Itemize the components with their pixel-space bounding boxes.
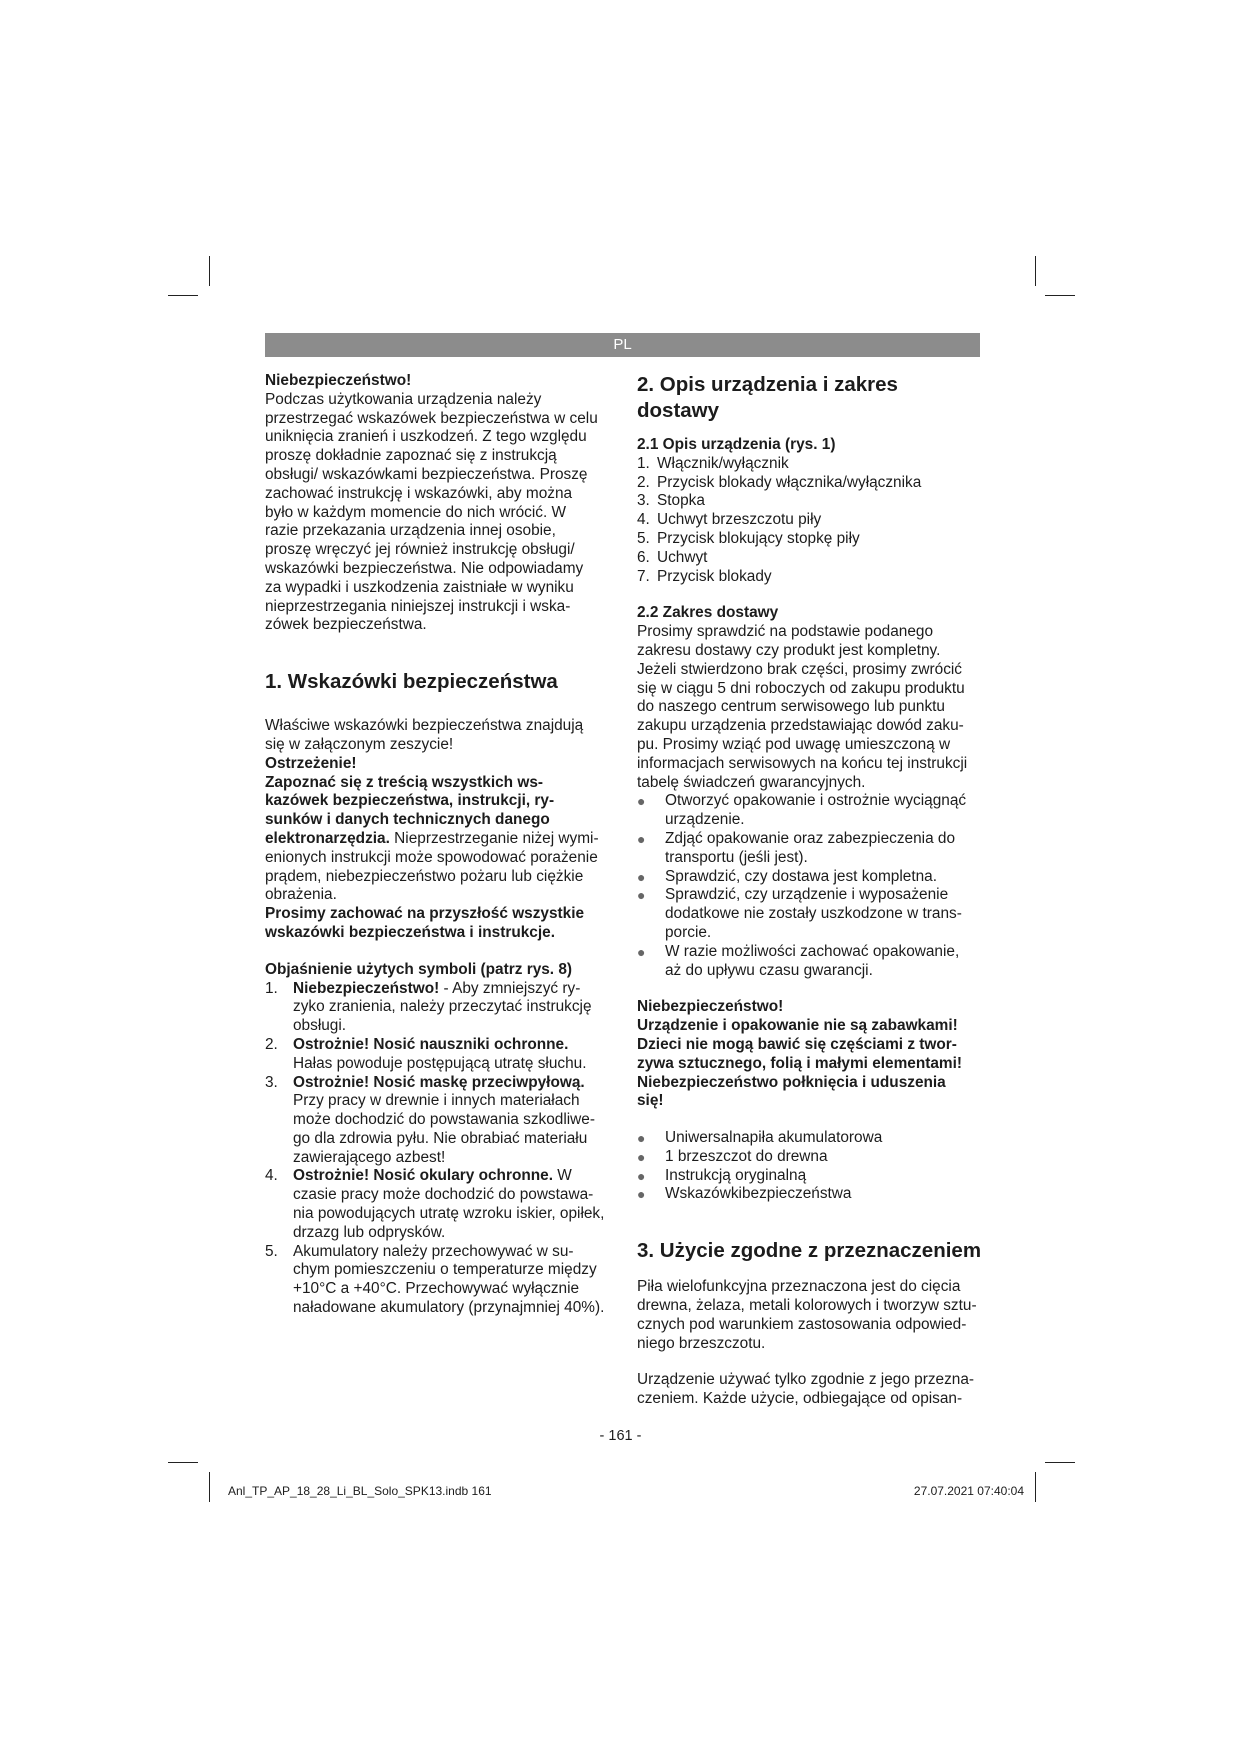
- crop-mark: [209, 256, 210, 286]
- text-line: zywa sztucznego, folią i małymi elementami!: [637, 1054, 963, 1072]
- list-number: 1.: [637, 454, 650, 472]
- text-run: 1 brzeszczot do drewna: [665, 1147, 828, 1165]
- language-header-band: [265, 333, 980, 357]
- text-run: naładowane akumulatory (przynajmniej 40%).: [293, 1299, 605, 1317]
- parts-list: [637, 455, 982, 587]
- text-run: Otworzyć opakowanie i ostrożnie wyciągnąć: [665, 792, 967, 810]
- subsection-2-2-heading: 2.2 Zakres dostawy: [637, 604, 779, 622]
- text-line: zakupu urządzenia przedstawiając dowód zaku-: [637, 717, 964, 735]
- text-line: uniknięcia zranień i uszkodzeń. Z tego względu: [265, 428, 587, 446]
- list-number: 5.: [637, 529, 650, 547]
- text-run: Zdjąć opakowanie oraz zabezpieczenia do: [665, 829, 956, 847]
- text-line: nieprzestrzegania niniejszej instrukcji i wska-: [265, 597, 571, 615]
- list-item: [637, 886, 982, 942]
- text-line: tabelę świadczeń gwarancyjnych.: [637, 773, 866, 791]
- text-bold-run: elektronarzędzia.: [265, 829, 390, 847]
- crop-mark: [1035, 1472, 1036, 1502]
- list-item: [637, 492, 982, 511]
- text-run: transportu (jeśli jest).: [665, 848, 808, 866]
- list-item: [637, 455, 982, 474]
- print-file-name: Anl_TP_AP_18_28_Li_BL_Solo_SPK13.indb 161: [228, 1484, 492, 1498]
- text-line: obsługi/ wskazówkami bezpieczeństwa. Proszę: [265, 465, 588, 483]
- text-line: wskazówki bezpieczeństwa. Nie odpowiadamy: [265, 559, 584, 577]
- part-label: Włącznik/wyłącznik: [657, 454, 789, 472]
- list-item: [265, 1243, 615, 1318]
- text-line: do naszego centrum serwisowego lub punktu: [637, 698, 945, 716]
- text-line: zakresu dostawy czy produkt jest kompletny.: [637, 641, 941, 659]
- text-run: Akumulatory należy przechowywać w su-: [293, 1242, 574, 1260]
- list-item: [637, 1185, 982, 1204]
- text-line: Urządzenie i opakowanie nie są zabawkami!: [637, 1017, 958, 1035]
- list-item: [637, 830, 982, 868]
- text-line: wskazówki bezpieczeństwa i instrukcje.: [265, 923, 555, 941]
- text-run: czasie pracy może dochodzić do powstawa-: [293, 1186, 594, 1204]
- list-number: 6.: [637, 548, 650, 566]
- keep-instructions-note: [265, 905, 615, 943]
- list-item: [265, 1036, 615, 1074]
- list-item: [637, 1148, 982, 1167]
- text-run: zawierającego azbest!: [293, 1148, 446, 1166]
- text-line: proszę wręczyć jej również instrukcję obsługi/: [265, 541, 575, 559]
- right-column: [637, 372, 982, 1409]
- subsection-2-1-heading: 2.1 Opis urządzenia (rys. 1): [637, 436, 836, 453]
- text-line: Prosimy sprawdzić na podstawie podanego: [637, 623, 934, 641]
- text-line: zachować instrukcję i wskazówki, aby można: [265, 484, 573, 502]
- text-line: przestrzegać wskazówek bezpieczeństwa w celu: [265, 409, 598, 427]
- bullet-icon: ●: [637, 1167, 646, 1184]
- crop-mark: [1045, 1462, 1075, 1463]
- list-item: [637, 474, 982, 493]
- text-run: +10°C a +40°C. Przechowywać wyłącznie: [293, 1280, 580, 1298]
- text-line: Urządzenie używać tylko zgodnie z jego przezna-: [637, 1371, 975, 1389]
- text-line: Piła wielofunkcyjna przeznaczona jest do cięcia: [637, 1278, 961, 1296]
- intended-use-paragraph: [637, 1278, 982, 1353]
- part-label: Uchwyt brzeszczotu piły: [657, 511, 822, 529]
- list-number: 4.: [265, 1167, 278, 1185]
- warning-title: Ostrzeżenie!: [265, 754, 357, 772]
- danger-title: Niebezpieczeństwo!: [265, 372, 412, 389]
- list-item: [637, 568, 982, 587]
- list-item: [265, 980, 615, 1036]
- text-run: może dochodzić do powstawania szkodliwe-: [293, 1111, 595, 1129]
- text-run: - Aby zmniejszyć ry-: [439, 979, 581, 997]
- text-line: razie przekazania urządzenia innej osobie,: [265, 522, 556, 540]
- crop-mark: [168, 295, 198, 296]
- text-line: Prosimy zachować na przyszłość wszystkie: [265, 905, 585, 923]
- text-line: Niebezpieczeństwo!: [637, 998, 784, 1016]
- language-label: PL: [613, 336, 632, 353]
- list-item: [637, 868, 982, 887]
- danger-note: [637, 998, 982, 1111]
- text-line: czeniem. Każde użycie, odbiegające od opisan-: [637, 1390, 963, 1408]
- text-run: nia powodujących utratę wzroku iskier, opiłek,: [293, 1205, 605, 1223]
- text-line: Podczas użytkowania urządzenia należy: [265, 390, 542, 408]
- section-3-heading: 3. Użycie zgodne z przeznaczeniem: [637, 1239, 982, 1263]
- page-number: - 161 -: [599, 1428, 642, 1444]
- list-number: 7.: [637, 567, 650, 585]
- text-line: prądem, niebezpieczeństwo pożaru lub ciężkie: [265, 867, 584, 885]
- list-item: [637, 943, 982, 981]
- text-line: Jeżeli stwierdzono brak części, prosimy zwrócić: [637, 660, 963, 678]
- list-number: 2.: [265, 1035, 278, 1053]
- bullet-icon: ●: [637, 1148, 646, 1165]
- bullet-icon: ●: [637, 1130, 646, 1147]
- text-line: proszę dokładnie zapoznać się z instrukcją: [265, 447, 557, 465]
- warning-paragraph: [265, 774, 615, 906]
- text-line: enionych instrukcji może spowodować porażenie: [265, 848, 598, 866]
- crop-mark: [168, 1462, 198, 1463]
- section-1-heading: 1. Wskazówki bezpieczeństwa: [265, 670, 558, 694]
- bullet-icon: ●: [637, 1186, 646, 1203]
- text-line: sunków i danych technicznych danego: [265, 811, 550, 829]
- text-line: za wypadki i uszkodzenia zaistniałe w wyniku: [265, 578, 574, 596]
- text-run: Wskazówkibezpieczeństwa: [665, 1185, 852, 1203]
- text-run: W: [552, 1167, 572, 1185]
- text-line: drewna, żelaza, metali kolorowych i tworzyw sztu-: [637, 1297, 977, 1315]
- left-column: [265, 372, 615, 1318]
- list-item: [637, 530, 982, 549]
- text-line: Właściwe wskazówki bezpieczeństwa znajdują: [265, 717, 584, 735]
- crop-mark: [1035, 256, 1036, 286]
- list-item: [637, 792, 982, 830]
- text-run: Przy pracy w drewnie i innych materiałach: [293, 1092, 580, 1110]
- bullet-icon: ●: [637, 793, 646, 810]
- text-line: informacjach serwisowych na końcu tej instrukcji: [637, 754, 968, 772]
- text-line: cznych pod warunkiem zastosowania odpowied-: [637, 1315, 967, 1333]
- bullet-icon: ●: [637, 943, 646, 960]
- text-line: [265, 830, 615, 849]
- list-item: [637, 1129, 982, 1148]
- text-line: Dzieci nie mogą bawić się częściami z twor-: [637, 1035, 957, 1053]
- part-label: Uchwyt: [657, 548, 708, 566]
- list-number: 3.: [265, 1073, 278, 1091]
- text-run: Instrukcją oryginalną: [665, 1166, 807, 1184]
- list-item: [265, 1167, 615, 1242]
- text-run: obsługi.: [293, 1017, 347, 1035]
- list-item: [637, 549, 982, 568]
- list-number: 4.: [637, 511, 650, 529]
- text-run: Uniwersalnapiła akumulatorowa: [665, 1129, 883, 1147]
- text-run: Sprawdzić, czy dostawa jest kompletna.: [665, 867, 938, 885]
- text-line: obrażenia.: [265, 886, 337, 904]
- text-run: go dla zdrowia pyłu. Nie obrabiać materiału: [293, 1129, 588, 1147]
- bullet-icon: ●: [637, 830, 646, 847]
- text-line: się w załączonym zeszycie!: [265, 735, 454, 753]
- section-1-intro: [265, 717, 615, 755]
- text-line: Zapoznać się z treścią wszystkich ws-: [265, 773, 544, 791]
- text-run: dodatkowe nie zostały uszkodzone w trans-: [665, 905, 962, 923]
- list-number: 1.: [265, 979, 278, 997]
- list-item: [637, 1167, 982, 1186]
- list-number: 2.: [637, 473, 650, 491]
- text-run: urządzenie.: [665, 811, 745, 829]
- danger-paragraph: [265, 391, 615, 635]
- text-bold-run: Ostrożnie! Nosić nauszniki ochronne.: [293, 1035, 569, 1053]
- text-line: zówek bezpieczeństwa.: [265, 616, 427, 634]
- section-2-heading: 2. Opis urządzenia i zakres dostawy: [637, 373, 898, 422]
- part-label: Przycisk blokady: [657, 567, 772, 585]
- text-line: kazówek bezpieczeństwa, instrukcji, ry-: [265, 792, 555, 810]
- part-label: Stopka: [657, 492, 705, 510]
- bullet-icon: ●: [637, 887, 646, 904]
- text-line: się!: [637, 1092, 664, 1110]
- bullet-icon: ●: [637, 868, 646, 885]
- text-line: pu. Prosimy wziąć pod uwagę umieszczoną w: [637, 735, 951, 753]
- text-run: Sprawdzić, czy urządzenie i wyposażenie: [665, 886, 949, 904]
- text-bold-run: Ostrożnie! Nosić maskę przeciwpyłową.: [293, 1073, 585, 1091]
- text-bold-run: Niebezpieczeństwo!: [293, 979, 440, 997]
- text-line: było w każdym momencie do nich wrócić. W: [265, 503, 567, 521]
- intended-use-paragraph-2: [637, 1371, 982, 1409]
- list-number: 3.: [637, 492, 650, 510]
- package-contents-list: [637, 1129, 982, 1204]
- unpacking-steps-list: [637, 792, 982, 980]
- text-run: W razie możliwości zachować opakowanie,: [665, 942, 960, 960]
- symbols-heading: Objaśnienie użytych symboli (patrz rys. 8): [265, 960, 573, 978]
- print-date-time: 27.07.2021 07:40:04: [913, 1484, 1024, 1498]
- text-run: aż do upływu czasu gwarancji.: [665, 961, 873, 979]
- part-label: Przycisk blokady włącznika/wyłącznika: [657, 473, 922, 491]
- list-item: [637, 511, 982, 530]
- text-run: drzazg lub odprysków.: [293, 1223, 446, 1241]
- text-run: zyko zranienia, należy przeczytać instrukcję: [293, 998, 592, 1016]
- crop-mark: [209, 1472, 210, 1502]
- text-run: Hałas powoduje postępującą utratę słuchu.: [293, 1054, 587, 1072]
- text-run: Nieprzestrzeganie niżej wymi-: [389, 829, 599, 847]
- crop-mark: [1045, 295, 1075, 296]
- text-line: Niebezpieczeństwo połknięcia i uduszenia: [637, 1073, 946, 1091]
- text-run: chym pomieszczeniu o temperaturze między: [293, 1261, 597, 1279]
- text-bold-run: Ostrożnie! Nosić okulary ochronne.: [293, 1167, 553, 1185]
- text-line: niego brzeszczotu.: [637, 1334, 766, 1352]
- part-label: Przycisk blokujący stopkę piły: [657, 529, 860, 547]
- text-run: porcie.: [665, 923, 712, 941]
- list-item: [265, 1074, 615, 1168]
- symbols-list: [265, 980, 615, 1318]
- list-number: 5.: [265, 1242, 278, 1260]
- text-line: się w ciągu 5 dni roboczych od zakupu produktu: [637, 679, 965, 697]
- delivery-paragraph: [637, 623, 982, 792]
